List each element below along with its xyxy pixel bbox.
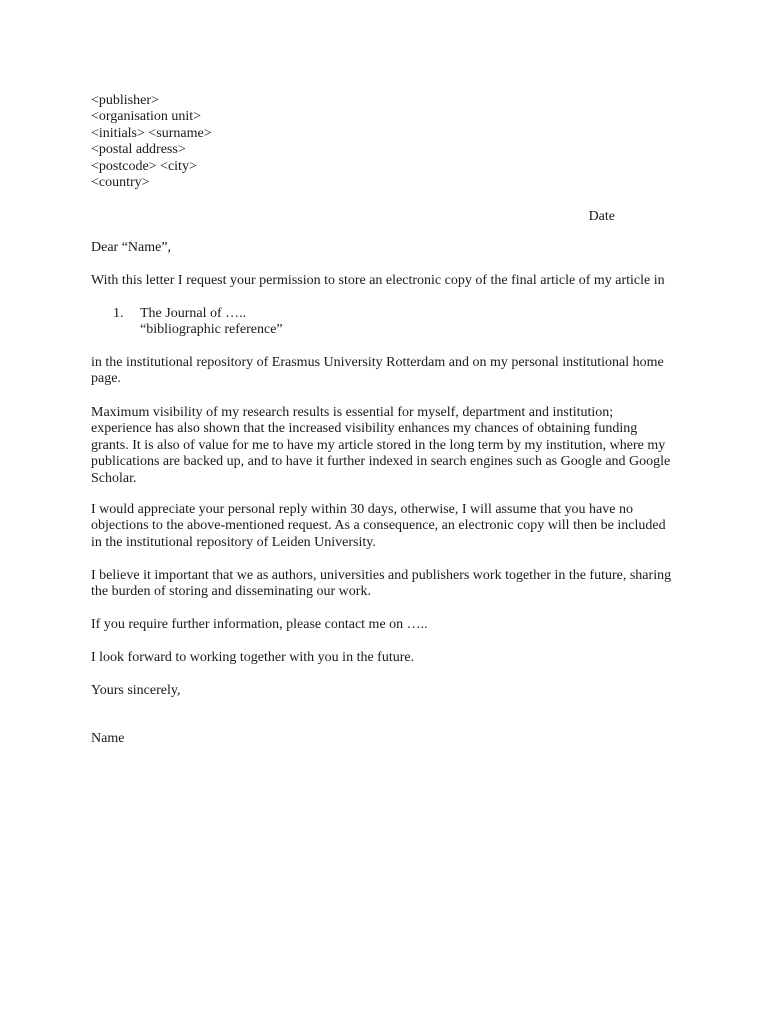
paragraph-line: in the institutional repository of Erasmus University Rotterdam and on my personal institutional home	[91, 355, 664, 370]
closing	[91, 683, 669, 699]
paragraph-line: Maximum visibility of my research results is essential for myself, department and institution;	[91, 405, 614, 420]
contact-line: If you require further information, please contact me on …..	[91, 617, 428, 632]
forward-paragraph	[91, 650, 669, 666]
repository-paragraph	[91, 355, 669, 388]
address-line-publisher: <publisher>	[91, 93, 159, 108]
letter-date: Date	[588, 209, 615, 224]
signature	[91, 731, 669, 747]
salutation: Dear “Name”,	[91, 240, 172, 255]
list-item	[113, 306, 283, 322]
paragraph-line: objections to the above-mentioned request. As a consequence, an electronic copy will then be included	[91, 518, 666, 534]
address-line-country: <country>	[91, 175, 150, 191]
intro-line: With this letter I request your permission to store an electronic copy of the final article of my article in	[91, 273, 665, 288]
journal-name: The Journal of …..	[140, 306, 247, 321]
journal-list	[113, 306, 283, 339]
address-line-postcode-city: <postcode> <city>	[91, 158, 197, 174]
closing-line: Yours sincerely,	[91, 683, 181, 698]
paragraph-line: grants. It is also of value for me to have my article stored in the long term by my institution, where my	[91, 437, 666, 453]
bibliographic-reference: “bibliographic reference”	[140, 322, 283, 338]
list-number: 1.	[113, 306, 124, 321]
paragraph-line: page.	[91, 371, 121, 387]
contact-paragraph	[91, 617, 669, 633]
address-line-name: <initials> <surname>	[91, 125, 212, 141]
recipient-address	[91, 93, 671, 191]
letter-body	[91, 93, 672, 746]
paragraph-line: Scholar.	[91, 470, 137, 486]
paragraph-line: publications are backed up, and to have it further indexed in search engines such as Google and Google	[91, 454, 671, 470]
signature-name: Name	[91, 731, 125, 746]
address-line-organisation-unit: <organisation unit>	[91, 109, 202, 125]
paragraph-line: the burden of storing and disseminating our work.	[91, 584, 371, 600]
paragraph-line: I would appreciate your personal reply within 30 days, otherwise, I will assume that you have no	[91, 502, 633, 517]
forward-line: I look forward to working together with you in the future.	[91, 650, 415, 665]
intro-paragraph	[91, 273, 669, 289]
address-line-postal-address: <postal address>	[91, 142, 186, 158]
paragraph-line: experience has also shown that the increased visibility enhances my chances of obtaining funding	[91, 421, 638, 437]
collaboration-paragraph	[91, 568, 672, 601]
visibility-paragraph	[91, 405, 669, 487]
reply-paragraph	[91, 502, 669, 551]
paragraph-line: in the institutional repository of Leiden University.	[91, 534, 376, 550]
paragraph-line: I believe it important that we as authors, universities and publishers work together in the future, sharing	[91, 568, 672, 583]
